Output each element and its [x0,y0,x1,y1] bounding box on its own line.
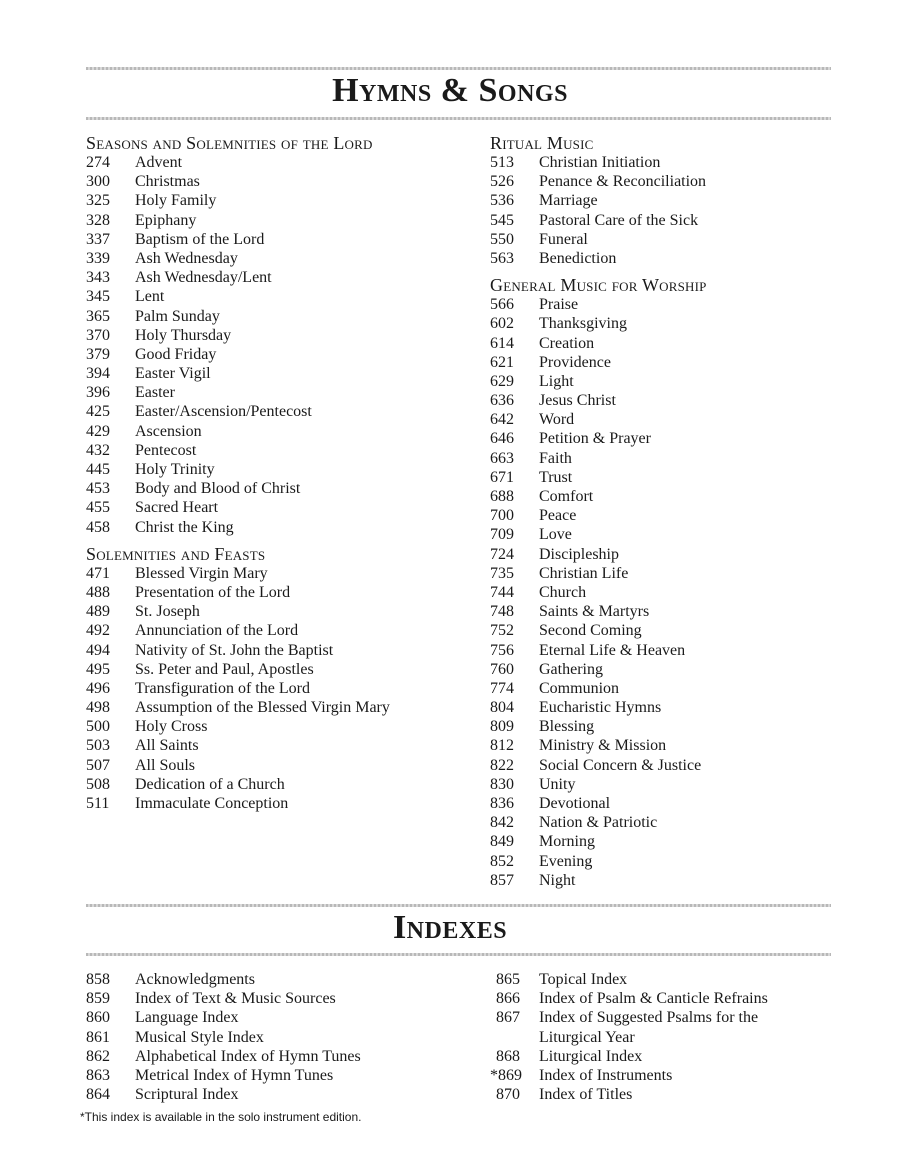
item-number: 496 [86,679,110,697]
item-number: 498 [86,699,110,717]
list-item [490,449,890,468]
index-number: *869 [490,1066,522,1084]
list-item [490,794,890,813]
item-number: 396 [86,384,110,402]
item-label: Ss. Peter and Paul, Apostles [135,660,314,678]
item-label: Holy Family [135,192,217,210]
index-number: 870 [496,1086,520,1104]
list-item [490,660,890,679]
item-label: Eucharistic Hymns [539,699,662,717]
list-item [490,736,890,755]
item-label: Jesus Christ [539,392,616,410]
item-number: 429 [86,422,110,440]
index-label: Index of Titles [539,1086,633,1104]
item-label: Trust [539,468,573,486]
footnote: *This index is available in the solo instrument edition. [80,1110,362,1124]
item-number: 857 [490,871,514,889]
hymns-title: Hymns & Songs [332,72,568,109]
item-label: St. Joseph [135,603,200,621]
hymns-left-column [86,133,486,813]
item-label: Providence [539,353,611,371]
list-item [86,268,486,287]
item-number: 458 [86,518,110,536]
item-label: Comfort [539,488,594,505]
index-label: Alphabetical Index of Hymn Tunes [135,1047,361,1065]
list-item [490,871,890,890]
index-number: 859 [86,990,110,1008]
item-label: Love [539,526,572,544]
item-number: 489 [86,603,110,621]
item-number: 492 [86,622,110,640]
list-item [490,545,890,564]
item-label: Sacred Heart [135,499,219,517]
item-label: Christian Life [539,564,629,582]
hymns-title-rule [86,117,831,120]
item-number: 852 [490,852,514,870]
list-item [490,641,890,660]
list-item [490,353,890,372]
list-item [86,211,486,230]
item-number: 748 [490,603,514,621]
item-number: 566 [490,296,514,314]
item-label: Second Coming [539,622,642,640]
item-number: 849 [490,833,514,851]
item-label: Nativity of St. John the Baptist [135,641,334,659]
item-label: Funeral [539,230,588,248]
list-item [86,191,486,210]
item-number: 379 [86,345,110,363]
index-label: Index of Instruments [539,1066,673,1084]
list-item [490,506,890,525]
item-label: Creation [539,334,595,352]
section-heading: Seasons and Solemnities of the Lord [86,133,373,153]
index-number: 863 [86,1066,110,1084]
item-number: 830 [490,775,514,793]
list-item [86,717,486,736]
list-item [490,172,890,191]
indexes-title: Indexes [392,909,508,946]
item-label: Transfiguration of the Lord [135,679,310,697]
index-label: Musical Style Index [135,1028,264,1046]
indexes-title-rule [86,953,831,956]
item-number: 445 [86,461,110,478]
list-item [490,832,890,851]
list-item [86,460,486,479]
list-item [86,660,486,679]
index-label: Language Index [135,1009,239,1027]
item-label: Penance & Reconciliation [539,173,707,191]
item-label: Word [539,411,575,429]
index-item [490,1066,890,1085]
item-number: 752 [490,622,514,640]
list-item [490,679,890,698]
item-label: Faith [539,449,572,467]
index-label: Acknowledgments [135,971,255,988]
item-number: 804 [490,699,514,717]
list-item [490,775,890,794]
item-number: 671 [490,468,514,486]
item-number: 325 [86,192,110,210]
index-label: Index of Psalm & Canticle Refrains [539,990,768,1008]
index-number: 867 [496,1009,520,1027]
item-number: 774 [490,679,514,697]
list-item [86,230,486,249]
list-item [86,153,486,172]
item-number: 345 [86,288,110,306]
list-item [490,468,890,487]
item-label: Ascension [135,422,202,440]
index-label: Metrical Index of Hymn Tunes [135,1066,334,1084]
item-number: 621 [490,353,514,371]
top-rule [86,67,831,70]
list-item [490,429,890,448]
item-number: 563 [490,249,514,267]
list-item [86,364,486,383]
item-label: Advent [135,154,183,171]
item-number: 724 [490,545,514,563]
item-number: 700 [490,507,514,525]
item-label: Ministry & Mission [539,737,667,755]
item-label: Peace [539,507,577,525]
list-item [490,295,890,314]
item-label: Dedication of a Church [135,775,285,793]
list-item [490,852,890,871]
item-number: 709 [490,526,514,544]
item-number: 688 [490,488,514,505]
item-number: 328 [86,211,110,229]
item-number: 337 [86,230,110,248]
item-label: Social Concern & Justice [539,756,702,774]
list-item [86,583,486,602]
item-label: Annunciation of the Lord [135,622,299,640]
index-number: 865 [496,971,520,988]
index-item [490,989,890,1008]
list-item [86,698,486,717]
list-item [86,479,486,498]
item-number: 471 [86,564,110,582]
item-label: Benediction [539,249,617,267]
item-label: All Souls [135,756,196,774]
list-item [86,249,486,268]
item-label: Christmas [135,173,200,191]
list-item [490,391,890,410]
item-number: 488 [86,583,110,601]
index-label: Scriptural Index [135,1086,239,1104]
item-label: Light [539,372,574,390]
item-label: Lent [135,288,165,306]
index-number: 862 [86,1047,110,1065]
index-item [86,1008,486,1027]
index-item [490,1047,890,1066]
item-label: Eternal Life & Heaven [539,641,686,659]
index-item [86,989,486,1008]
list-item [490,525,890,544]
item-label: Gathering [539,660,603,678]
index-item [86,970,486,989]
index-number: 858 [86,971,110,988]
list-item [86,679,486,698]
list-item [490,756,890,775]
list-item [86,498,486,517]
item-number: 508 [86,775,110,793]
list-item [490,334,890,353]
list-item [490,602,890,621]
item-label: Discipleship [539,545,619,563]
item-label: Pastoral Care of the Sick [539,211,699,229]
index-number: 864 [86,1086,110,1104]
item-label: Christ the King [135,518,234,536]
item-number: 500 [86,718,110,736]
item-number: 495 [86,660,110,678]
section-heading: Solemnities and Feasts [86,543,266,564]
item-number: 370 [86,326,110,344]
item-number: 756 [490,641,514,659]
list-item [490,813,890,832]
list-item [86,621,486,640]
item-label: Night [539,871,576,889]
list-item [86,736,486,755]
list-item [490,191,890,210]
item-label: Petition & Prayer [539,430,651,448]
item-label: Holy Trinity [135,461,215,478]
list-item [86,172,486,191]
item-number: 809 [490,718,514,736]
item-label: Blessing [539,718,595,736]
list-item [86,287,486,306]
item-label: Easter [135,384,175,402]
list-item [86,756,486,775]
item-number: 629 [490,372,514,390]
item-number: 425 [86,403,110,421]
index-item [86,1066,486,1085]
item-label: Ash Wednesday [135,249,238,267]
index-label: Liturgical Index [539,1047,643,1065]
list-item [490,372,890,391]
list-item [490,698,890,717]
index-item [86,1047,486,1066]
item-number: 503 [86,737,110,755]
item-label: Holy Thursday [135,326,232,344]
list-item [86,518,486,537]
list-item [490,621,890,640]
list-item [86,422,486,441]
item-label: Easter Vigil [135,365,211,383]
item-number: 453 [86,480,110,498]
section-heading: General Music for Worship [490,275,707,296]
list-item [86,345,486,364]
item-number: 494 [86,641,110,659]
indexes-top-rule [86,904,831,907]
item-label: Marriage [539,192,598,210]
list-item [86,641,486,660]
list-item [86,564,486,583]
item-label: Baptism of the Lord [135,230,265,248]
index-number: 861 [86,1028,110,1046]
item-number: 735 [490,564,514,582]
list-item [86,307,486,326]
item-number: 646 [490,430,514,448]
item-number: 274 [86,154,110,171]
list-item [490,717,890,736]
list-item [86,775,486,794]
item-number: 394 [86,365,110,383]
item-label: Nation & Patriotic [539,814,658,832]
index-item [490,1008,890,1046]
index-item [490,970,890,989]
index-label: Topical Index [539,971,628,988]
item-number: 339 [86,249,110,267]
list-item [490,230,890,249]
item-label: Blessed Virgin Mary [135,564,268,582]
item-number: 300 [86,173,110,191]
item-number: 636 [490,392,514,410]
item-number: 812 [490,737,514,755]
index-number: 868 [496,1047,520,1065]
index-label: Index of Suggested Psalms for the Liturgical Year [539,1009,759,1046]
item-number: 550 [490,230,514,248]
item-label: Immaculate Conception [135,795,289,812]
item-number: 526 [490,173,514,191]
item-label: Praise [539,296,579,314]
item-number: 836 [490,795,514,812]
list-item [86,441,486,460]
list-item [86,326,486,345]
list-item [490,583,890,602]
list-item [490,314,890,333]
item-number: 760 [490,660,514,678]
item-number: 842 [490,814,514,832]
item-number: 822 [490,756,514,774]
list-item [490,153,890,172]
item-number: 614 [490,334,514,352]
item-number: 663 [490,449,514,467]
item-number: 602 [490,315,514,333]
index-number: 866 [496,990,520,1008]
index-label: Index of Text & Music Sources [135,990,336,1008]
item-number: 511 [86,795,110,812]
section-heading: Ritual Music [490,133,594,153]
list-item [490,410,890,429]
item-label: Palm Sunday [135,307,220,325]
item-label: Easter/Ascension/Pentecost [135,403,312,421]
item-label: Ash Wednesday/Lent [135,269,272,287]
list-item [86,794,486,813]
item-label: Good Friday [135,345,217,363]
item-label: Body and Blood of Christ [135,480,301,498]
item-label: Holy Cross [135,718,208,736]
list-item [490,211,890,230]
item-number: 513 [490,154,514,171]
list-item [86,402,486,421]
item-number: 507 [86,756,110,774]
index-item [86,1085,486,1104]
index-item [490,1085,890,1104]
item-label: Pentecost [135,441,197,459]
list-item [490,564,890,583]
index-number: 860 [86,1009,110,1027]
item-number: 536 [490,192,514,210]
list-item [490,487,890,506]
item-number: 365 [86,307,110,325]
hymns-right-column [490,133,890,890]
item-number: 545 [490,211,514,229]
item-label: All Saints [135,737,199,755]
item-label: Unity [539,775,576,793]
item-label: Assumption of the Blessed Virgin Mary [135,699,390,717]
item-label: Saints & Martyrs [539,603,650,621]
item-label: Church [539,583,587,601]
index-right-column [490,970,890,1104]
item-label: Evening [539,852,593,870]
item-label: Devotional [539,795,611,812]
item-label: Epiphany [135,211,197,229]
item-label: Thanksgiving [539,315,627,333]
index-left-column [86,970,486,1104]
item-label: Communion [539,679,620,697]
item-number: 343 [86,269,110,287]
item-number: 455 [86,499,110,517]
list-item [86,383,486,402]
item-number: 642 [490,411,514,429]
item-label: Christian Initiation [539,154,661,171]
list-item [490,249,890,268]
list-item [86,602,486,621]
item-label: Morning [539,833,595,851]
index-item [86,1028,486,1047]
item-number: 744 [490,583,514,601]
item-number: 432 [86,441,110,459]
item-label: Presentation of the Lord [135,583,291,601]
